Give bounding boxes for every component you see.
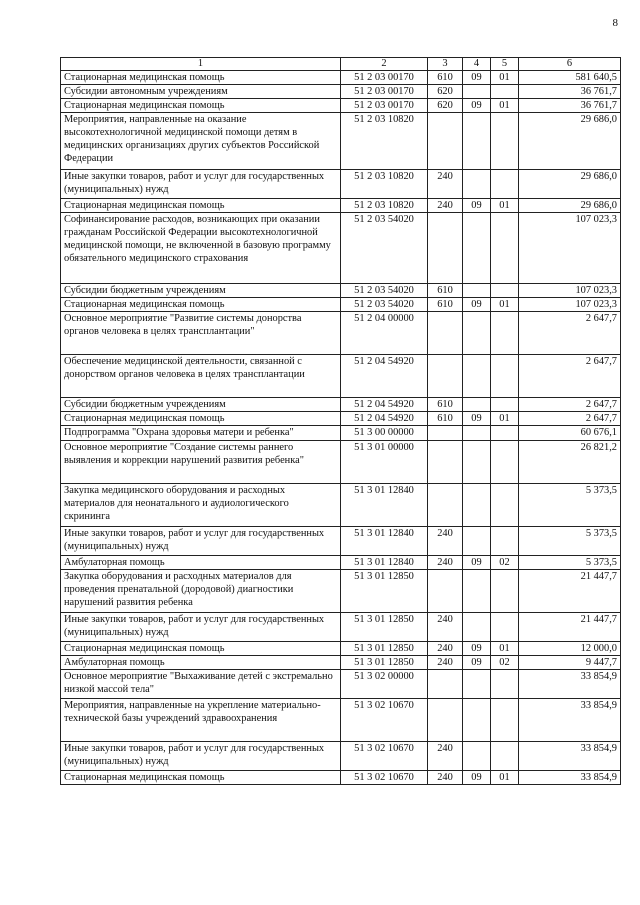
section-cell [463, 355, 491, 398]
expense-type-cell: 240 [428, 742, 463, 771]
section-cell [463, 613, 491, 642]
target-code-cell: 51 3 01 12850 [341, 570, 428, 613]
target-code-cell: 51 2 03 54020 [341, 298, 428, 312]
expense-type-cell [428, 113, 463, 170]
table-row [61, 556, 621, 570]
amount-cell: 9 447,7 [519, 656, 621, 670]
target-code-cell: 51 2 03 10820 [341, 113, 428, 170]
section-cell [463, 170, 491, 199]
target-code-cell: 51 3 02 10670 [341, 742, 428, 771]
target-code-cell: 51 3 01 12850 [341, 613, 428, 642]
item-name-cell: Мероприятия, направленные на оказание высокотехнологичной медицинской помощи детям в медицинских организациях других субъектов Российской Федерации [61, 113, 341, 170]
amount-cell: 29 686,0 [519, 170, 621, 199]
table-row [61, 441, 621, 484]
section-cell: 09 [463, 99, 491, 113]
item-name-cell: Основное мероприятие "Выхаживание детей с экстремально низкой массой тела" [61, 670, 341, 699]
table-row [61, 355, 621, 398]
target-code-cell: 51 2 03 54020 [341, 284, 428, 298]
amount-cell: 5 373,5 [519, 484, 621, 527]
target-code-cell: 51 2 04 00000 [341, 312, 428, 355]
target-code-cell: 51 3 01 12840 [341, 484, 428, 527]
target-code-cell: 51 2 03 54020 [341, 213, 428, 284]
table-row [61, 699, 621, 742]
amount-cell: 36 761,7 [519, 85, 621, 99]
subsection-cell [491, 484, 519, 527]
subsection-cell [491, 213, 519, 284]
target-code-cell: 51 2 04 54920 [341, 412, 428, 426]
item-name-cell: Амбулаторная помощь [61, 656, 341, 670]
section-cell [463, 570, 491, 613]
amount-cell: 5 373,5 [519, 556, 621, 570]
item-name-cell: Основное мероприятие "Развитие системы донорства органов человека в целях трансплантации" [61, 312, 341, 355]
expense-type-cell: 240 [428, 656, 463, 670]
table-row [61, 742, 621, 771]
section-cell: 09 [463, 642, 491, 656]
expense-type-cell: 240 [428, 642, 463, 656]
column-number: 4 [463, 58, 491, 71]
section-cell [463, 113, 491, 170]
column-number: 6 [519, 58, 621, 71]
item-name-cell: Стационарная медицинская помощь [61, 99, 341, 113]
amount-cell: 33 854,9 [519, 699, 621, 742]
subsection-cell [491, 699, 519, 742]
expense-type-cell [428, 312, 463, 355]
expense-type-cell: 240 [428, 556, 463, 570]
subsection-cell [491, 85, 519, 99]
section-cell: 09 [463, 556, 491, 570]
item-name-cell: Субсидии автономным учреждениям [61, 85, 341, 99]
subsection-cell: 01 [491, 642, 519, 656]
expense-type-cell: 610 [428, 284, 463, 298]
subsection-cell [491, 670, 519, 699]
section-cell: 09 [463, 656, 491, 670]
table-row [61, 298, 621, 312]
section-cell: 09 [463, 771, 491, 785]
section-cell [463, 699, 491, 742]
table-row [61, 113, 621, 170]
table-row [61, 170, 621, 199]
table-row [61, 527, 621, 556]
amount-cell: 26 821,2 [519, 441, 621, 484]
item-name-cell: Стационарная медицинская помощь [61, 199, 341, 213]
column-number-row [61, 58, 621, 71]
target-code-cell: 51 3 01 00000 [341, 441, 428, 484]
item-name-cell: Стационарная медицинская помощь [61, 298, 341, 312]
section-cell [463, 441, 491, 484]
amount-cell: 2 647,7 [519, 412, 621, 426]
item-name-cell: Обеспечение медицинской деятельности, связанной с донорством органов человека в целях трансплантации [61, 355, 341, 398]
item-name-cell: Амбулаторная помощь [61, 556, 341, 570]
budget-table-body [61, 58, 621, 785]
target-code-cell: 51 2 04 54920 [341, 398, 428, 412]
expense-type-cell: 610 [428, 412, 463, 426]
item-name-cell: Закупка оборудования и расходных материалов для проведения пренатальной (дородовой) диагностики нарушений развития ребенка [61, 570, 341, 613]
amount-cell: 2 647,7 [519, 312, 621, 355]
table-row [61, 613, 621, 642]
column-number: 5 [491, 58, 519, 71]
amount-cell: 33 854,9 [519, 670, 621, 699]
expense-type-cell: 240 [428, 527, 463, 556]
table-row [61, 398, 621, 412]
subsection-cell [491, 312, 519, 355]
expense-type-cell: 620 [428, 85, 463, 99]
target-code-cell: 51 3 00 00000 [341, 426, 428, 441]
section-cell [463, 85, 491, 99]
expense-type-cell [428, 441, 463, 484]
subsection-cell [491, 170, 519, 199]
amount-cell: 29 686,0 [519, 113, 621, 170]
section-cell [463, 426, 491, 441]
target-code-cell: 51 3 01 12840 [341, 556, 428, 570]
subsection-cell [491, 426, 519, 441]
subsection-cell [491, 113, 519, 170]
expense-type-cell [428, 699, 463, 742]
table-row [61, 213, 621, 284]
subsection-cell: 01 [491, 412, 519, 426]
target-code-cell: 51 2 03 00170 [341, 99, 428, 113]
subsection-cell [491, 284, 519, 298]
subsection-cell [491, 570, 519, 613]
expense-type-cell: 620 [428, 99, 463, 113]
subsection-cell [491, 441, 519, 484]
amount-cell: 2 647,7 [519, 398, 621, 412]
subsection-cell: 01 [491, 99, 519, 113]
target-code-cell: 51 2 04 54920 [341, 355, 428, 398]
subsection-cell [491, 742, 519, 771]
section-cell: 09 [463, 199, 491, 213]
section-cell [463, 284, 491, 298]
table-row [61, 412, 621, 426]
table-row [61, 99, 621, 113]
amount-cell: 21 447,7 [519, 570, 621, 613]
target-code-cell: 51 3 01 12850 [341, 656, 428, 670]
amount-cell: 2 647,7 [519, 355, 621, 398]
amount-cell: 36 761,7 [519, 99, 621, 113]
amount-cell: 60 676,1 [519, 426, 621, 441]
table-row [61, 85, 621, 99]
table-row [61, 71, 621, 85]
amount-cell: 5 373,5 [519, 527, 621, 556]
subsection-cell [491, 527, 519, 556]
amount-cell: 107 023,3 [519, 298, 621, 312]
table-row [61, 642, 621, 656]
target-code-cell: 51 3 02 00000 [341, 670, 428, 699]
target-code-cell: 51 3 02 10670 [341, 771, 428, 785]
subsection-cell: 02 [491, 656, 519, 670]
item-name-cell: Мероприятия, направленные на укрепление материально-технической базы учреждений здравоохранения [61, 699, 341, 742]
amount-cell: 33 854,9 [519, 742, 621, 771]
section-cell: 09 [463, 412, 491, 426]
section-cell [463, 312, 491, 355]
table-row [61, 771, 621, 785]
amount-cell: 33 854,9 [519, 771, 621, 785]
table-row [61, 199, 621, 213]
amount-cell: 29 686,0 [519, 199, 621, 213]
item-name-cell: Закупка медицинского оборудования и расходных материалов для неонатального и аудиологического скрининга [61, 484, 341, 527]
expense-type-cell: 610 [428, 298, 463, 312]
table-row [61, 284, 621, 298]
amount-cell: 21 447,7 [519, 613, 621, 642]
target-code-cell: 51 3 02 10670 [341, 699, 428, 742]
subsection-cell: 02 [491, 556, 519, 570]
subsection-cell [491, 355, 519, 398]
subsection-cell [491, 613, 519, 642]
target-code-cell: 51 2 03 10820 [341, 199, 428, 213]
target-code-cell: 51 3 01 12850 [341, 642, 428, 656]
target-code-cell: 51 2 03 00170 [341, 85, 428, 99]
amount-cell: 107 023,3 [519, 213, 621, 284]
target-code-cell: 51 2 03 00170 [341, 71, 428, 85]
table-row [61, 656, 621, 670]
expense-type-cell: 610 [428, 398, 463, 412]
subsection-cell: 01 [491, 298, 519, 312]
item-name-cell: Стационарная медицинская помощь [61, 771, 341, 785]
subsection-cell [491, 398, 519, 412]
section-cell [463, 484, 491, 527]
subsection-cell: 01 [491, 771, 519, 785]
table-row [61, 426, 621, 441]
item-name-cell: Иные закупки товаров, работ и услуг для государственных (муниципальных) нужд [61, 527, 341, 556]
section-cell: 09 [463, 298, 491, 312]
expense-type-cell [428, 670, 463, 699]
expense-type-cell [428, 426, 463, 441]
target-code-cell: 51 2 03 10820 [341, 170, 428, 199]
amount-cell: 12 000,0 [519, 642, 621, 656]
column-number: 1 [61, 58, 341, 71]
expense-type-cell: 240 [428, 771, 463, 785]
item-name-cell: Иные закупки товаров, работ и услуг для государственных (муниципальных) нужд [61, 613, 341, 642]
expense-type-cell: 240 [428, 170, 463, 199]
item-name-cell: Стационарная медицинская помощь [61, 412, 341, 426]
item-name-cell: Иные закупки товаров, работ и услуг для государственных (муниципальных) нужд [61, 170, 341, 199]
subsection-cell: 01 [491, 71, 519, 85]
amount-cell: 107 023,3 [519, 284, 621, 298]
section-cell [463, 398, 491, 412]
item-name-cell: Основное мероприятие "Создание системы раннего выявления и коррекции нарушений развития ребенка" [61, 441, 341, 484]
item-name-cell: Подпрограмма "Охрана здоровья матери и ребенка" [61, 426, 341, 441]
table-row [61, 670, 621, 699]
item-name-cell: Субсидии бюджетным учреждениям [61, 398, 341, 412]
section-cell: 09 [463, 71, 491, 85]
expense-type-cell [428, 484, 463, 527]
expense-type-cell: 610 [428, 71, 463, 85]
section-cell [463, 527, 491, 556]
expense-type-cell: 240 [428, 613, 463, 642]
section-cell [463, 213, 491, 284]
item-name-cell: Софинансирование расходов, возникающих при оказании гражданам Российской Федерации высокотехнологичной медицинской помощи, не включенной в базовую программу обязательного медицинского страхования [61, 213, 341, 284]
item-name-cell: Стационарная медицинская помощь [61, 71, 341, 85]
column-number: 3 [428, 58, 463, 71]
section-cell [463, 742, 491, 771]
expense-type-cell [428, 213, 463, 284]
table-row [61, 484, 621, 527]
expense-type-cell: 240 [428, 199, 463, 213]
column-number: 2 [341, 58, 428, 71]
target-code-cell: 51 3 01 12840 [341, 527, 428, 556]
subsection-cell: 01 [491, 199, 519, 213]
budget-table [60, 57, 621, 785]
expense-type-cell [428, 570, 463, 613]
page-number: 8 [612, 17, 618, 29]
amount-cell: 581 640,5 [519, 71, 621, 85]
table-row [61, 570, 621, 613]
item-name-cell: Стационарная медицинская помощь [61, 642, 341, 656]
expense-type-cell [428, 355, 463, 398]
table-row [61, 312, 621, 355]
section-cell [463, 670, 491, 699]
item-name-cell: Иные закупки товаров, работ и услуг для государственных (муниципальных) нужд [61, 742, 341, 771]
item-name-cell: Субсидии бюджетным учреждениям [61, 284, 341, 298]
